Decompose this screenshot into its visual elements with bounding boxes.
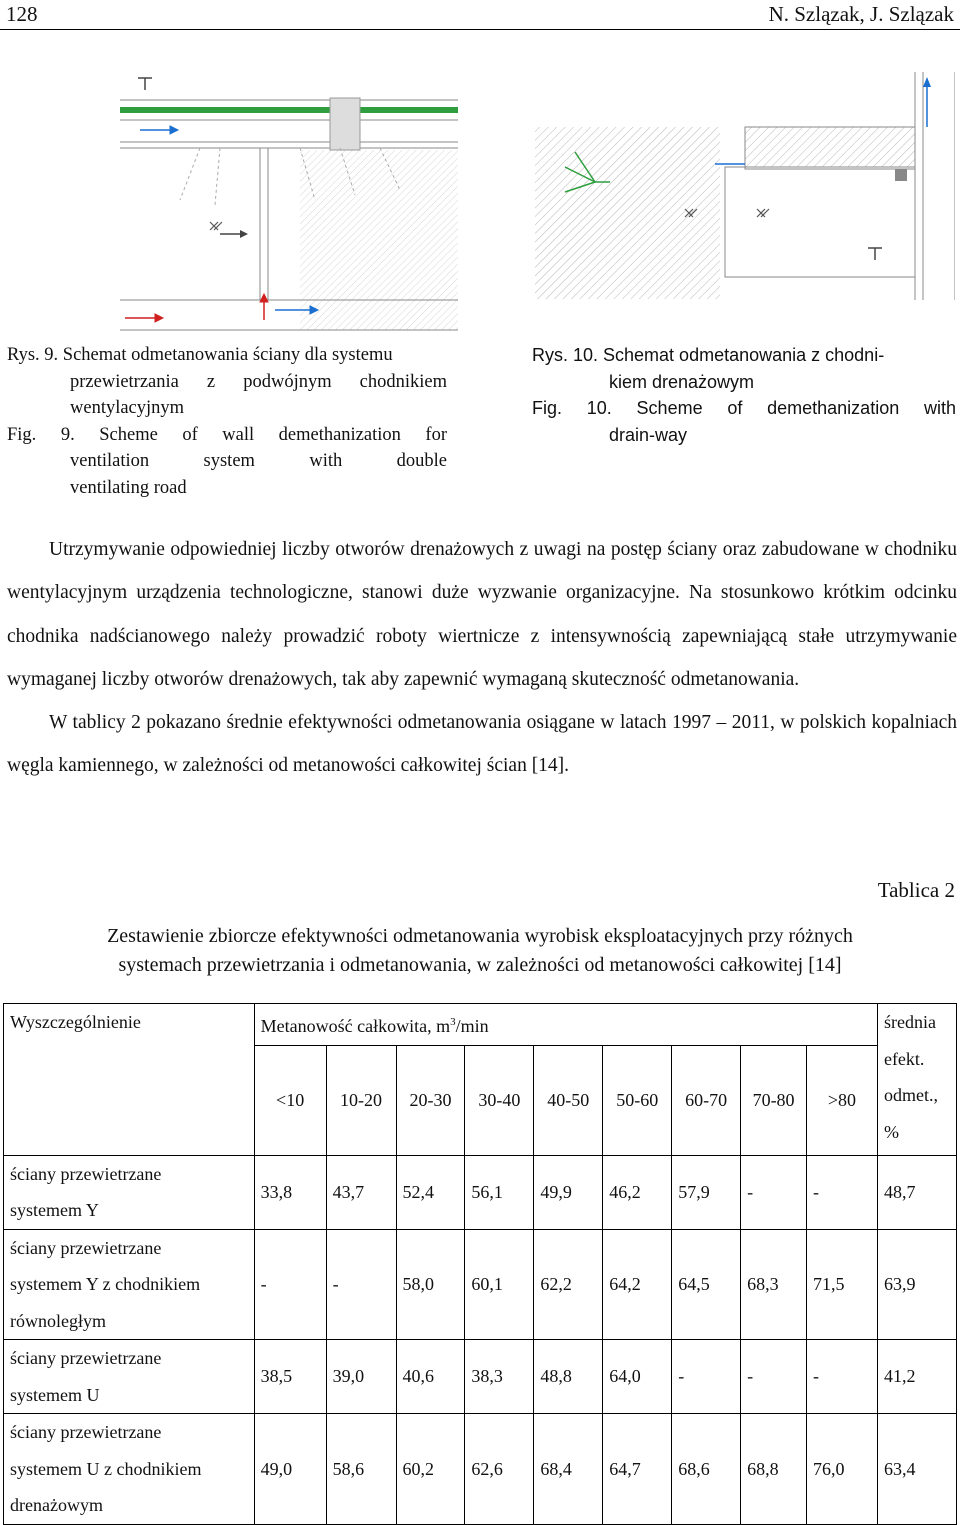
table-cell: 64,7 xyxy=(603,1414,672,1525)
table-cell: 39,0 xyxy=(326,1340,396,1414)
row-label-line: systemem U z chodnikiem xyxy=(10,1458,202,1479)
range-header: 30-40 xyxy=(465,1045,534,1155)
data-table xyxy=(3,1003,957,1525)
table-header-row-1 xyxy=(4,1004,957,1046)
paragraph-2: W tablicy 2 pokazano średnie efektywności odmetanowania osiągane w latach 1997 – 2011, w polskich kopalniach węgla kamiennego, w zależności od metanowości całkowitej ścian [14]. xyxy=(7,712,957,777)
fig9-caption-en-2: ventilation system with double xyxy=(70,451,447,471)
row-label xyxy=(4,1155,255,1229)
table-cell: 58,6 xyxy=(326,1414,396,1525)
row-label-line: drenażowym xyxy=(10,1495,103,1515)
fig10-caption-pl-2: kiem drenażowym xyxy=(609,371,755,392)
col-header-label: Wyszczególnienie xyxy=(4,1004,255,1156)
row-label-line: ściany przewietrzane xyxy=(10,1348,162,1368)
figure-9-diagram xyxy=(100,70,460,335)
avg-label-3: odmet., xyxy=(883,1085,938,1105)
table-cell: 64,5 xyxy=(672,1229,741,1340)
fig9-caption-pl-lead: Rys. 9. Schemat odmetanowania ściany dla systemu xyxy=(7,345,393,365)
table-cell: 68,6 xyxy=(672,1414,741,1525)
fig9-caption-pl-2: przewietrzania z podwójnym chodnikiem xyxy=(70,371,447,392)
col-header-avg xyxy=(877,1004,956,1156)
row-label-line: systemem Y xyxy=(10,1200,99,1220)
table-cell: 76,0 xyxy=(807,1414,878,1525)
avg-cell: 63,9 xyxy=(877,1229,956,1340)
table-cell: 68,4 xyxy=(534,1414,603,1525)
fig10-caption-en-lead: Fig. 10. Scheme of demethanization with xyxy=(532,398,956,418)
avg-cell: 41,2 xyxy=(877,1340,956,1414)
table-title-line-2: systemach przewietrzania i odmetanowania, w zależności od metanowości całkowitej [14] xyxy=(118,954,842,976)
row-label-line: równoległym xyxy=(10,1310,106,1331)
table-cell: 64,2 xyxy=(603,1229,672,1340)
avg-label-4: % xyxy=(883,1121,899,1142)
figure-10-caption xyxy=(532,342,956,448)
row-label xyxy=(4,1414,255,1525)
table-cell: - xyxy=(807,1340,878,1414)
col-header-group xyxy=(254,1004,877,1046)
table-cell: 38,3 xyxy=(465,1340,534,1414)
table-row xyxy=(4,1414,957,1525)
table-cell: 64,0 xyxy=(603,1340,672,1414)
table-cell: - xyxy=(741,1155,807,1229)
body-text xyxy=(7,528,957,788)
table-cell: 57,9 xyxy=(672,1155,741,1229)
avg-label-1: średnia xyxy=(883,1012,936,1032)
avg-label-2: efekt. xyxy=(883,1048,925,1069)
fig9-caption-en-lead: Fig. 9. Scheme of wall demethanization for xyxy=(7,424,447,445)
row-label-line: ściany przewietrzane xyxy=(10,1422,162,1442)
table-cell: 62,2 xyxy=(534,1229,603,1340)
page-number: 128 xyxy=(6,2,38,26)
figure-9-caption xyxy=(7,342,447,501)
table-cell: 68,3 xyxy=(741,1229,807,1340)
group-unit: /min xyxy=(455,1016,489,1036)
table-cell: 49,0 xyxy=(254,1414,326,1525)
table-cell: 49,9 xyxy=(534,1155,603,1229)
table-cell: 58,0 xyxy=(396,1229,465,1340)
paragraph-1: Utrzymywanie odpowiedniej liczby otworów drenażowych z uwagi na postęp ściany oraz zabudowane w chodniku wentylacyjnym urządzenia technologiczne, stanowi duże wyzwanie organizacyjne. Na stosunkowo krótkim odcinku chodnika nadścianowego należy prowadzić roboty wiertnicze z intensywnością zapewniającą stałe utrzymywanie wymaganej liczby otworów drenażowych, tak aby zapewnić wymaganą skuteczność odmetanowania. xyxy=(7,539,957,690)
group-label: Metanowość całkowita, m xyxy=(260,1016,451,1036)
row-label-line: systemem U xyxy=(10,1384,100,1405)
table-cell: 71,5 xyxy=(807,1229,878,1340)
avg-cell: 48,7 xyxy=(877,1155,956,1229)
table-row xyxy=(4,1229,957,1340)
range-header: 10-20 xyxy=(326,1045,396,1155)
fig9-caption-pl-3: wentylacyjnym xyxy=(70,398,185,418)
table-row xyxy=(4,1340,957,1414)
row-label xyxy=(4,1229,255,1340)
table-cell: 43,7 xyxy=(326,1155,396,1229)
table-cell: 52,4 xyxy=(396,1155,465,1229)
row-label-line: systemem Y z chodnikiem xyxy=(10,1274,201,1294)
table-cell: 60,1 xyxy=(465,1229,534,1340)
fig9-caption-en-3: ventilating road xyxy=(70,477,187,498)
table-number: Tablica 2 xyxy=(877,878,955,902)
range-header: 40-50 xyxy=(534,1045,603,1155)
range-header: >80 xyxy=(807,1045,878,1155)
table-cell: 60,2 xyxy=(396,1414,465,1525)
table-cell: - xyxy=(254,1229,326,1340)
range-header: 70-80 xyxy=(741,1045,807,1155)
range-header: 50-60 xyxy=(603,1045,672,1155)
table-cell: 68,8 xyxy=(741,1414,807,1525)
table-cell: - xyxy=(741,1340,807,1414)
table-cell: 46,2 xyxy=(603,1155,672,1229)
table-cell: - xyxy=(326,1229,396,1340)
table-cell: 40,6 xyxy=(396,1340,465,1414)
row-label-line: ściany przewietrzane xyxy=(10,1163,162,1184)
row-label xyxy=(4,1340,255,1414)
figure-10-diagram xyxy=(535,72,955,302)
table-title xyxy=(7,922,953,980)
table-cell: - xyxy=(672,1340,741,1414)
group-sup: 3 xyxy=(450,1016,456,1028)
row-label-line: ściany przewietrzane xyxy=(10,1237,162,1258)
table-row xyxy=(4,1155,957,1229)
avg-cell: 63,4 xyxy=(877,1414,956,1525)
range-header: <10 xyxy=(254,1045,326,1155)
table-title-line-1: Zestawienie zbiorcze efektywności odmetanowania wyrobisk eksploatacyjnych przy różnych xyxy=(107,925,853,947)
table-cell: 33,8 xyxy=(254,1155,326,1229)
range-header: 60-70 xyxy=(672,1045,741,1155)
table-cell: 62,6 xyxy=(465,1414,534,1525)
range-header: 20-30 xyxy=(396,1045,465,1155)
page-header xyxy=(0,0,960,30)
running-authors: N. Szlązak, J. Szlązak xyxy=(768,2,954,26)
fig10-caption-pl-lead: Rys. 10. Schemat odmetanowania z chodni- xyxy=(532,345,885,365)
table-cell: - xyxy=(807,1155,878,1229)
table-cell: 38,5 xyxy=(254,1340,326,1414)
table-cell: 48,8 xyxy=(534,1340,603,1414)
table-cell: 56,1 xyxy=(465,1155,534,1229)
fig10-caption-en-2: drain-way xyxy=(609,424,688,445)
